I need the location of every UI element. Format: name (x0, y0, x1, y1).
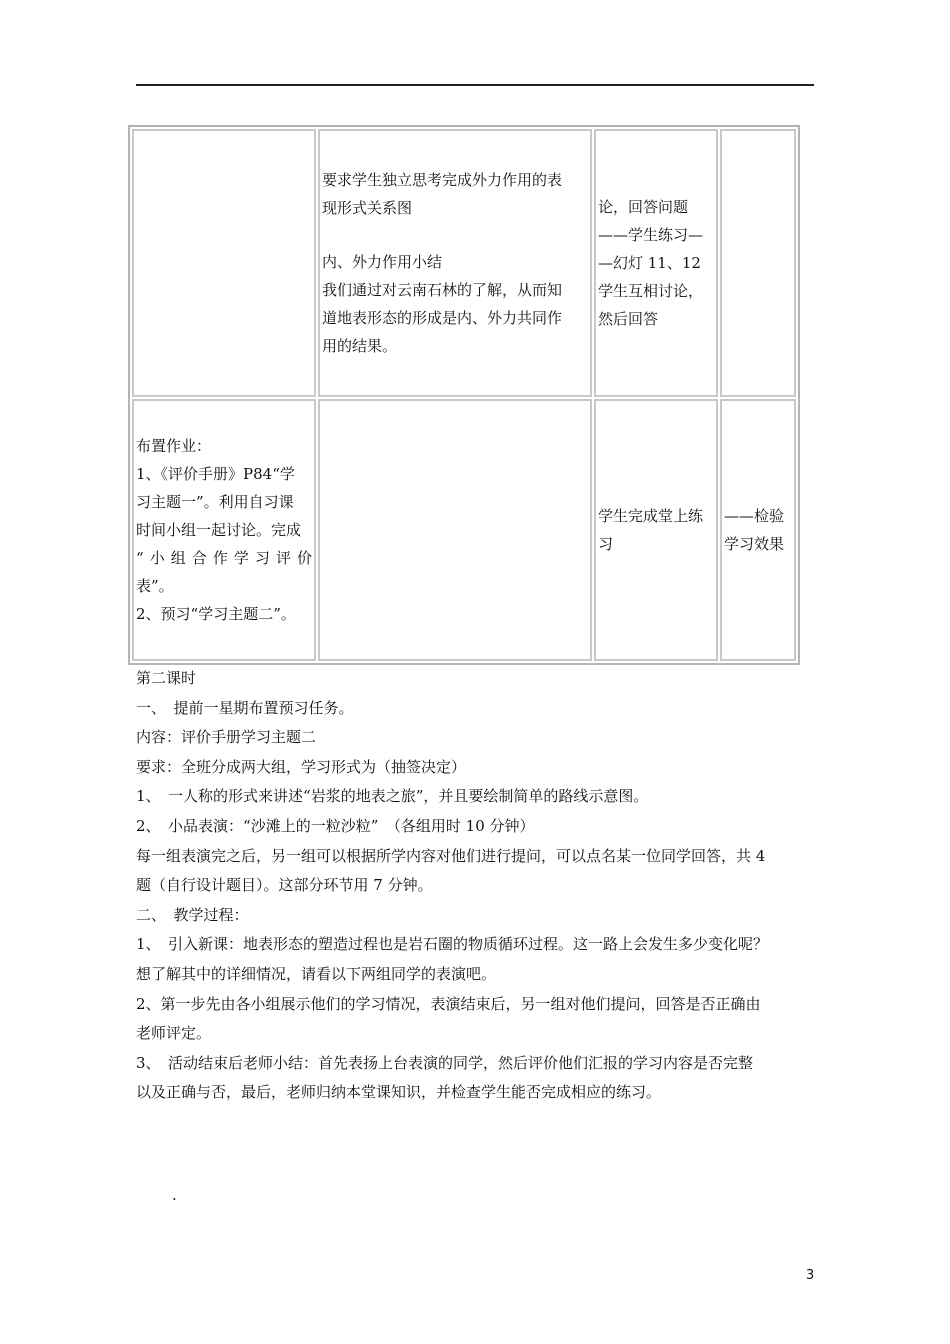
paragraph-line: 以及正确与否，最后，老师归纳本堂课知识，并检查学生能否完成相应的练习。 (136, 1083, 662, 1102)
lesson-plan-table (128, 125, 800, 665)
table-cell-empty (132, 129, 316, 397)
paragraph-line: 2、第一步先由各小组展示他们的学习情况，表演结束后，另一组对他们提问，回答是否正确由 (136, 994, 761, 1013)
lesson-plan-table-wrapper (128, 125, 800, 665)
cell-line: 1、《评价手册》P84“学 (136, 465, 295, 483)
paragraph-line: 老师评定。 (136, 1024, 212, 1043)
cell-line: 布置作业： (136, 437, 212, 455)
body-text (136, 664, 826, 1108)
cell-line: 学生互相讨论， (598, 282, 704, 300)
paragraph-line: 1、 一人称的形式来讲述“岩浆的地表之旅”，并且要绘制简单的路线示意图。 (136, 787, 649, 806)
cell-line: 表”。 (136, 577, 174, 595)
paragraph-line: 想了解其中的详细情况，请看以下两组同学的表演吧。 (136, 964, 497, 983)
paragraph-line: 1、 引入新课：地表形态的塑造过程也是岩石圈的物质循环过程。这一路上会发生多少变化呢？ (136, 935, 769, 954)
table-cell-empty (318, 399, 592, 661)
page-number: 3 (806, 1268, 815, 1283)
paragraph-line: 二、 教学过程： (136, 905, 249, 924)
paragraph-line: 3、 活动结束后老师小结：首先表扬上台表演的同学，然后评价他们汇报的学习内容是否完整 (136, 1053, 754, 1072)
paragraph-line: 2、 小品表演：“沙滩上的一粒沙粒” （各组用时 10 分钟） (136, 816, 535, 835)
paragraph-line: 一、 提前一星期布置预习任务。 (136, 698, 354, 717)
design-intent-cell (720, 399, 796, 661)
cell-line: 学生完成堂上练 (598, 507, 704, 525)
cell-line: 习 (598, 535, 614, 553)
trailing-dot: . (172, 1186, 177, 1204)
homework-cell (132, 399, 316, 661)
cell-line: “小组合作学习评价 (136, 549, 312, 567)
cell-line: 道地表形态的形成是内、外力共同作 (322, 309, 563, 327)
student-activity-cell (594, 129, 718, 397)
cell-line: ——检验 (724, 507, 785, 525)
cell-line: —幻灯 11、12 (598, 254, 701, 272)
paragraph-line: 内容：评价手册学习主题二 (136, 728, 317, 747)
cell-line: ——学生练习— (598, 226, 704, 244)
table-row (132, 129, 796, 397)
cell-line: 论，回答问题 (598, 198, 689, 216)
cell-line: 学习效果 (724, 535, 785, 553)
paragraph-line: 要求：全班分成两大组，学习形式为（抽签决定） (136, 757, 467, 776)
cell-line: 然后回答 (598, 310, 659, 328)
header-rule (136, 84, 814, 86)
cell-line: 习主题一”。利用自习课 (136, 493, 294, 511)
paragraph-line: 题（自行设计题目）。这部分环节用 7 分钟。 (136, 876, 433, 895)
cell-line: 我们通过对云南石林的了解，从而知 (322, 281, 563, 299)
cell-line: 时间小组一起讨论。完成 (136, 521, 302, 539)
paragraph-line: 每一组表演完之后，另一组可以根据所学内容对他们进行提问，可以点名某一位同学回答，共 4 (136, 846, 766, 865)
student-activity-cell (594, 399, 718, 661)
table-row (132, 399, 796, 661)
cell-line: 要求学生独立思考完成外力作用的表 (322, 171, 563, 189)
cell-line: 2、预习“学习主题二”。 (136, 605, 296, 623)
cell-line: 内、外力作用小结 (322, 253, 443, 271)
cell-line: 用的结果。 (322, 337, 398, 355)
table-cell-empty (720, 129, 796, 397)
teacher-activity-cell (318, 129, 592, 397)
section-heading: 第二课时 (136, 669, 197, 687)
cell-line: 现形式关系图 (322, 199, 413, 217)
